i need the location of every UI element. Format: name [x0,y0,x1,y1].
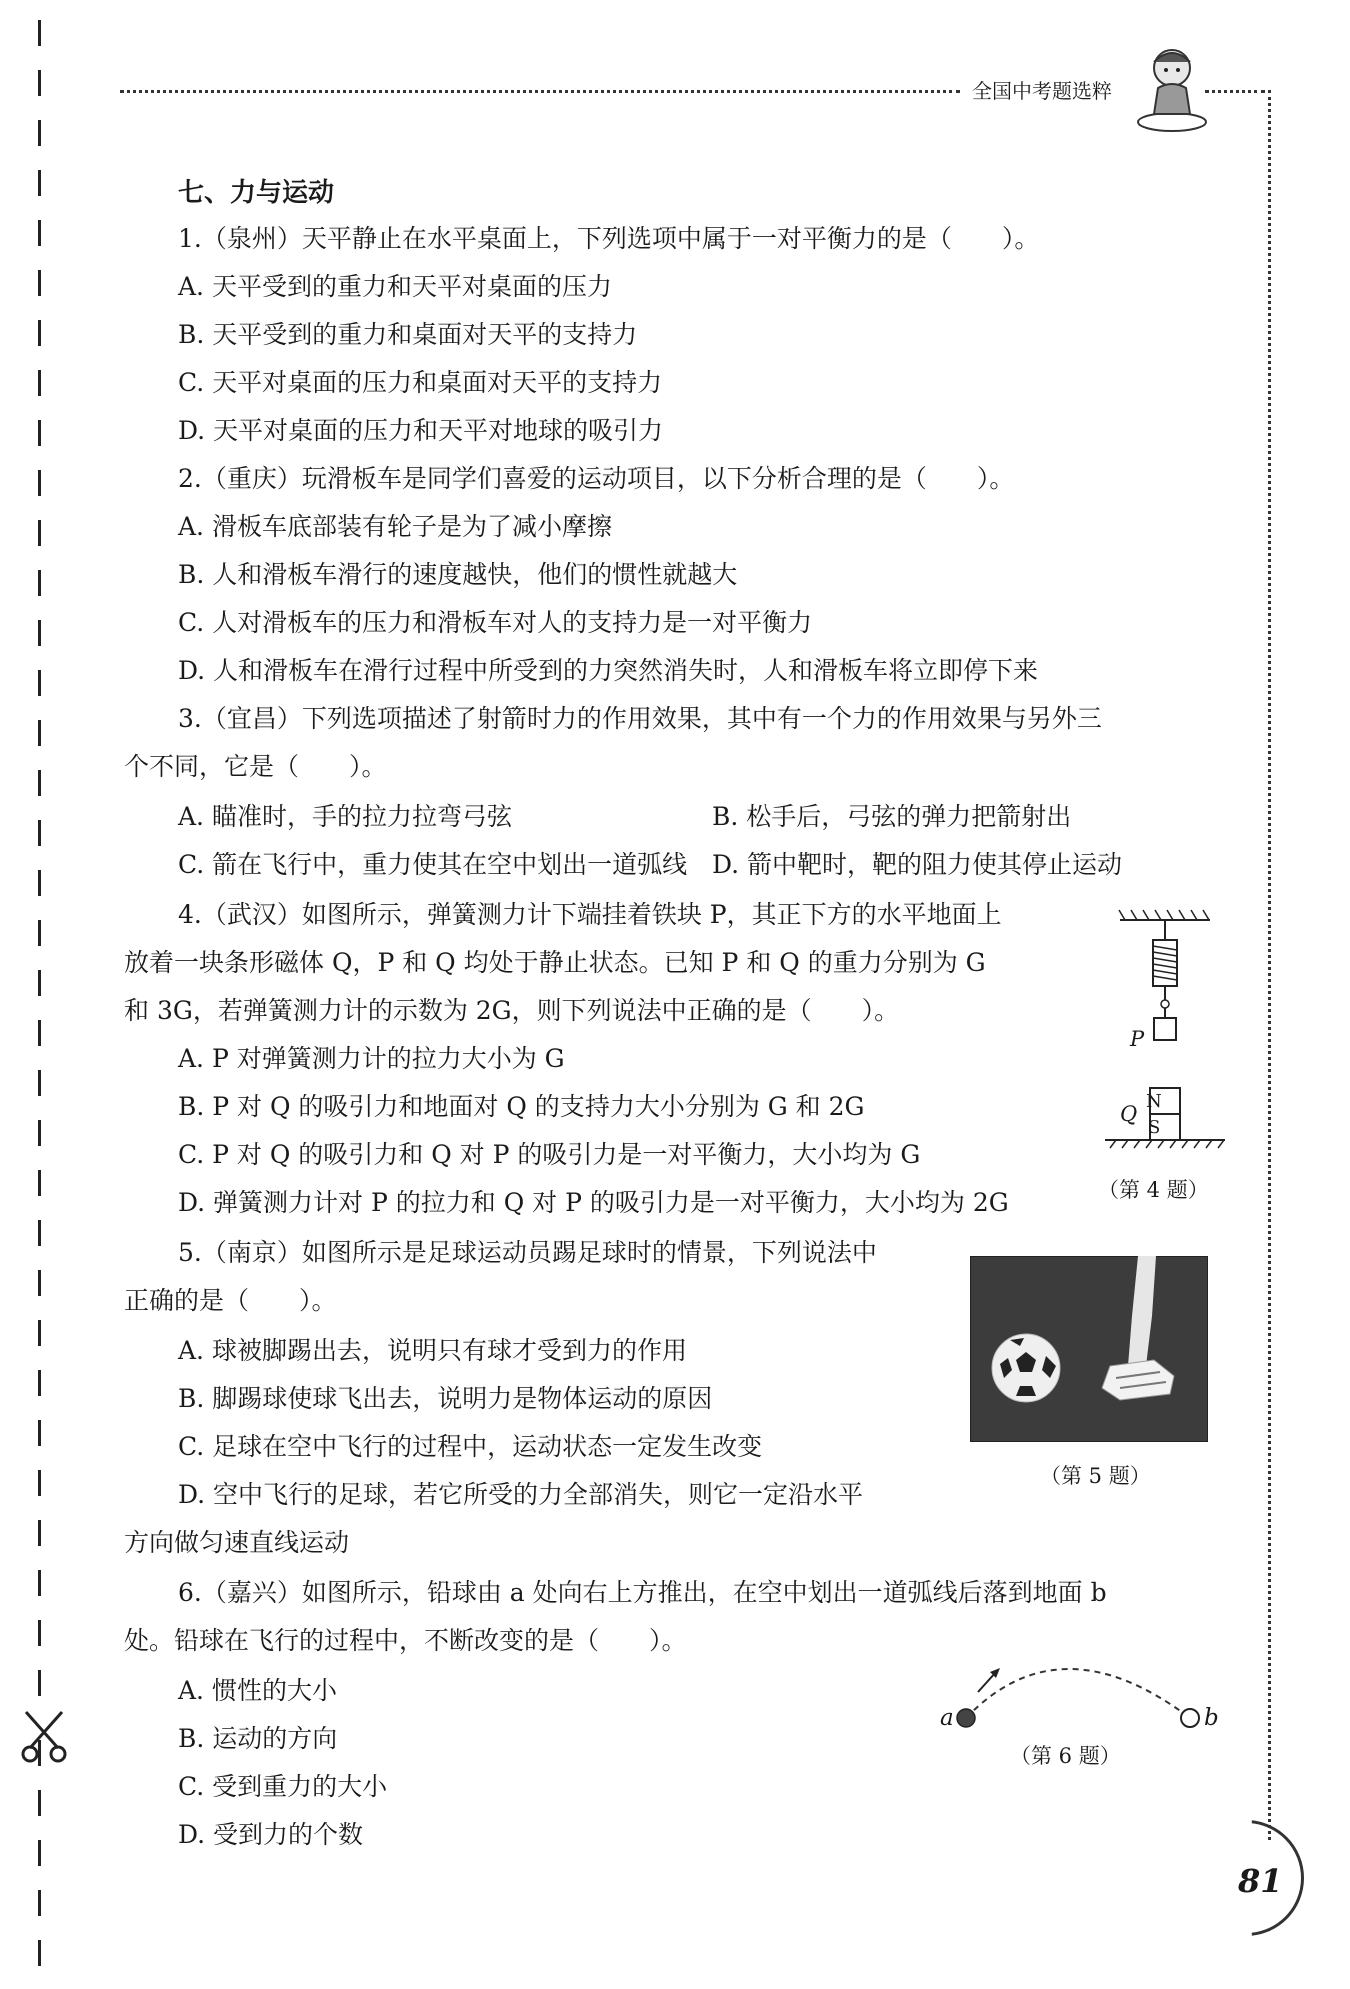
label-p: P [1130,1027,1145,1051]
option-b: B. P 对 Q 的吸引力和地面对 Q 的支持力大小分别为 G 和 2G [178,1092,865,1121]
figure-4-caption: （第 4 题） [1098,1178,1209,1202]
option-b: B. 人和滑板车滑行的速度越快，他们的惯性就越大 [178,560,738,589]
option-c: C. P 对 Q 的吸引力和 Q 对 P 的吸引力是一对平衡力，大小均为 G [178,1140,921,1169]
question-stem: 4.（武汉）如图所示，弹簧测力计下端挂着铁块 P，其正下方的水平地面上 [178,900,1002,929]
label-a: a [940,1705,954,1731]
question-stem-cont: 处。铅球在飞行的过程中，不断改变的是（ ）。 [124,1626,687,1655]
figure-6-caption: （第 6 题） [1010,1744,1121,1768]
option-c: C. 足球在空中飞行的过程中，运动状态一定发生改变 [178,1432,763,1461]
figure-4-spring-magnet [1090,900,1240,1160]
question-stem-cont: 放着一块条形磁体 Q，P 和 Q 均处于静止状态。已知 P 和 Q 的重力分别为 G [124,948,986,977]
option-a: A. 滑板车底部装有轮子是为了减小摩擦 [178,512,612,541]
question-stem: 2.（重庆）玩滑板车是同学们喜爱的运动项目，以下分析合理的是（ ）。 [178,464,1015,493]
option-d: D. 受到力的个数 [178,1820,364,1849]
scissors-icon [18,1708,70,1764]
option-a: A. P 对弹簧测力计的拉力大小为 G [178,1044,565,1073]
option-d: D. 弹簧测力计对 P 的拉力和 Q 对 P 的吸引力是一对平衡力，大小均为 2G [178,1188,1009,1217]
question-stem-cont: 个不同，它是（ ）。 [124,752,387,781]
option-a: A. 瞄准时，手的拉力拉弯弓弦 [178,802,512,831]
option-b: B. 运动的方向 [178,1724,338,1753]
option-a: A. 惯性的大小 [178,1676,337,1705]
right-border [1268,90,1271,1840]
option-d: D. 空中飞行的足球，若它所受的力全部消失，则它一定沿水平 [178,1480,864,1509]
option-c: C. 天平对桌面的压力和桌面对天平的支持力 [178,368,663,397]
label-b: b [1204,1705,1219,1731]
option-a: A. 天平受到的重力和天平对桌面的压力 [178,272,612,301]
header-rule-right [1205,90,1265,93]
label-n: N [1146,1091,1162,1112]
option-c: C. 人对滑板车的压力和滑板车对人的支持力是一对平衡力 [178,608,813,637]
question-stem-cont: 正确的是（ ）。 [124,1286,337,1315]
option-b: B. 松手后，弓弦的弹力把箭射出 [712,802,1072,831]
question-stem: 6.（嘉兴）如图所示，铅球由 a 处向右上方推出，在空中划出一道弧线后落到地面 b [178,1578,1107,1607]
section-title: 七、力与运动 [178,178,335,208]
option-c: C. 箭在飞行中，重力使其在空中划出一道弧线 [178,850,688,879]
label-q: Q [1120,1102,1138,1126]
option-d: D. 人和滑板车在滑行过程中所受到的力突然消失时，人和滑板车将立即停下来 [178,656,1039,685]
page-number: 81 [1238,1862,1283,1900]
option-d: D. 箭中靶时，靶的阻力使其停止运动 [712,850,1123,879]
question-stem: 1.（泉州）天平静止在水平桌面上，下列选项中属于一对平衡力的是（ ）。 [178,224,1040,253]
option-c: C. 受到重力的大小 [178,1772,388,1801]
figure-5-caption: （第 5 题） [1040,1464,1151,1488]
cartoon-kid-icon [1130,40,1210,135]
option-b: B. 脚踢球使球飞出去，说明力是物体运动的原因 [178,1384,713,1413]
option-d-cont: 方向做匀速直线运动 [124,1528,350,1557]
label-s: S [1148,1117,1161,1138]
question-stem: 3.（宜昌）下列选项描述了射箭时力的作用效果，其中有一个力的作用效果与另外三 [178,704,1102,733]
question-stem: 5.（南京）如图所示是足球运动员踢足球时的情景，下列说法中 [178,1238,877,1267]
question-stem-cont: 和 3G，若弹簧测力计的示数为 2G，则下列说法中正确的是（ ）。 [124,996,900,1025]
figure-6-trajectory [940,1630,1210,1730]
option-d: D. 天平对桌面的压力和天平对地球的吸引力 [178,416,664,445]
header-rule [120,90,960,93]
header-label: 全国中考题选粹 [972,79,1112,103]
figure-5-football-photo [970,1256,1208,1442]
option-b: B. 天平受到的重力和桌面对天平的支持力 [178,320,638,349]
option-a: A. 球被脚踢出去，说明只有球才受到力的作用 [178,1336,687,1365]
